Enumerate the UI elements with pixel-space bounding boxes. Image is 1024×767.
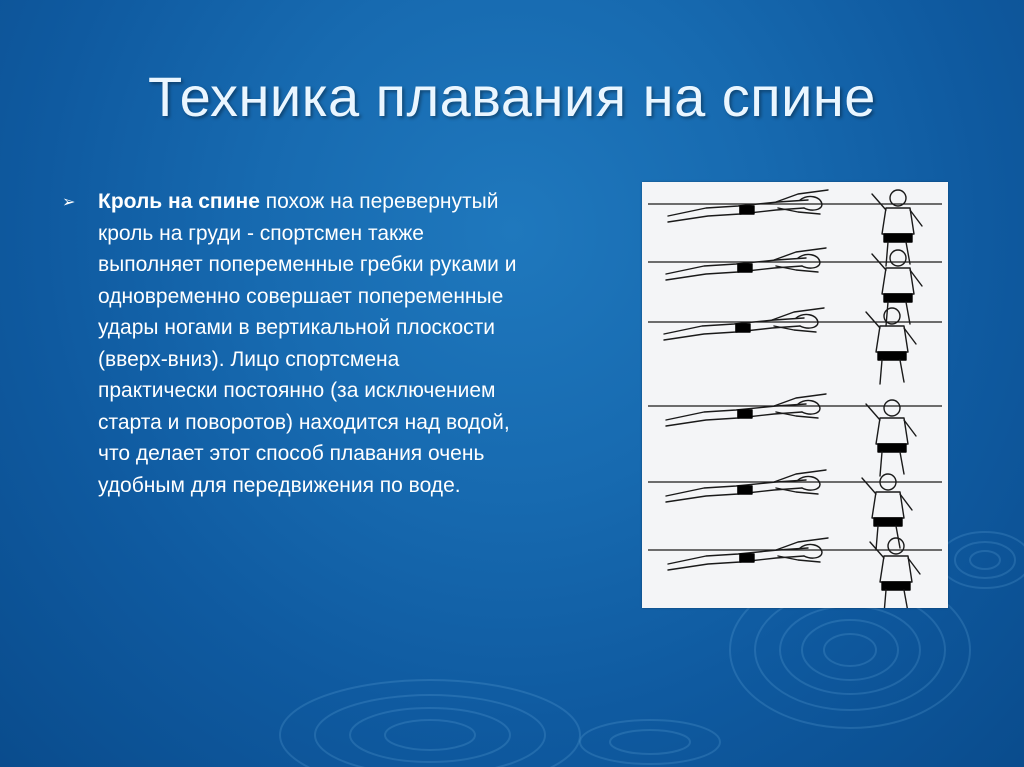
bullet-line: старта и поворотов) находится над водой, xyxy=(98,410,510,434)
bullet-line: выполняет попеременные гребки руками и xyxy=(98,253,517,276)
bullet-line xyxy=(98,186,618,218)
bullet-line: удары ногами в вертикальной плоскости xyxy=(98,316,496,339)
bullet-lead-term: Кроль на спине xyxy=(98,190,260,213)
bullet-line: что делает этот способ плавания очень xyxy=(98,442,485,465)
backstroke-illustration xyxy=(642,182,948,608)
bullet-text xyxy=(98,186,618,501)
bullet-line: одновременно совершает попеременные xyxy=(98,284,504,308)
bullet-line: кроль на груди - спортсмен также xyxy=(98,221,424,245)
bullet-line-text: похож на перевернутый xyxy=(259,190,499,213)
swimmer-drawing xyxy=(642,182,948,608)
slide-title: Техника плавания на спине xyxy=(148,65,876,128)
bullet-line: практически постоянно (за исключением xyxy=(98,379,496,402)
bullet-line: удобным для передвижения по воде. xyxy=(98,473,461,497)
bullet-arrow-icon: ➢ xyxy=(62,194,76,211)
bullet-line: (вверх-вниз). Лицо спортсмена xyxy=(98,347,400,371)
